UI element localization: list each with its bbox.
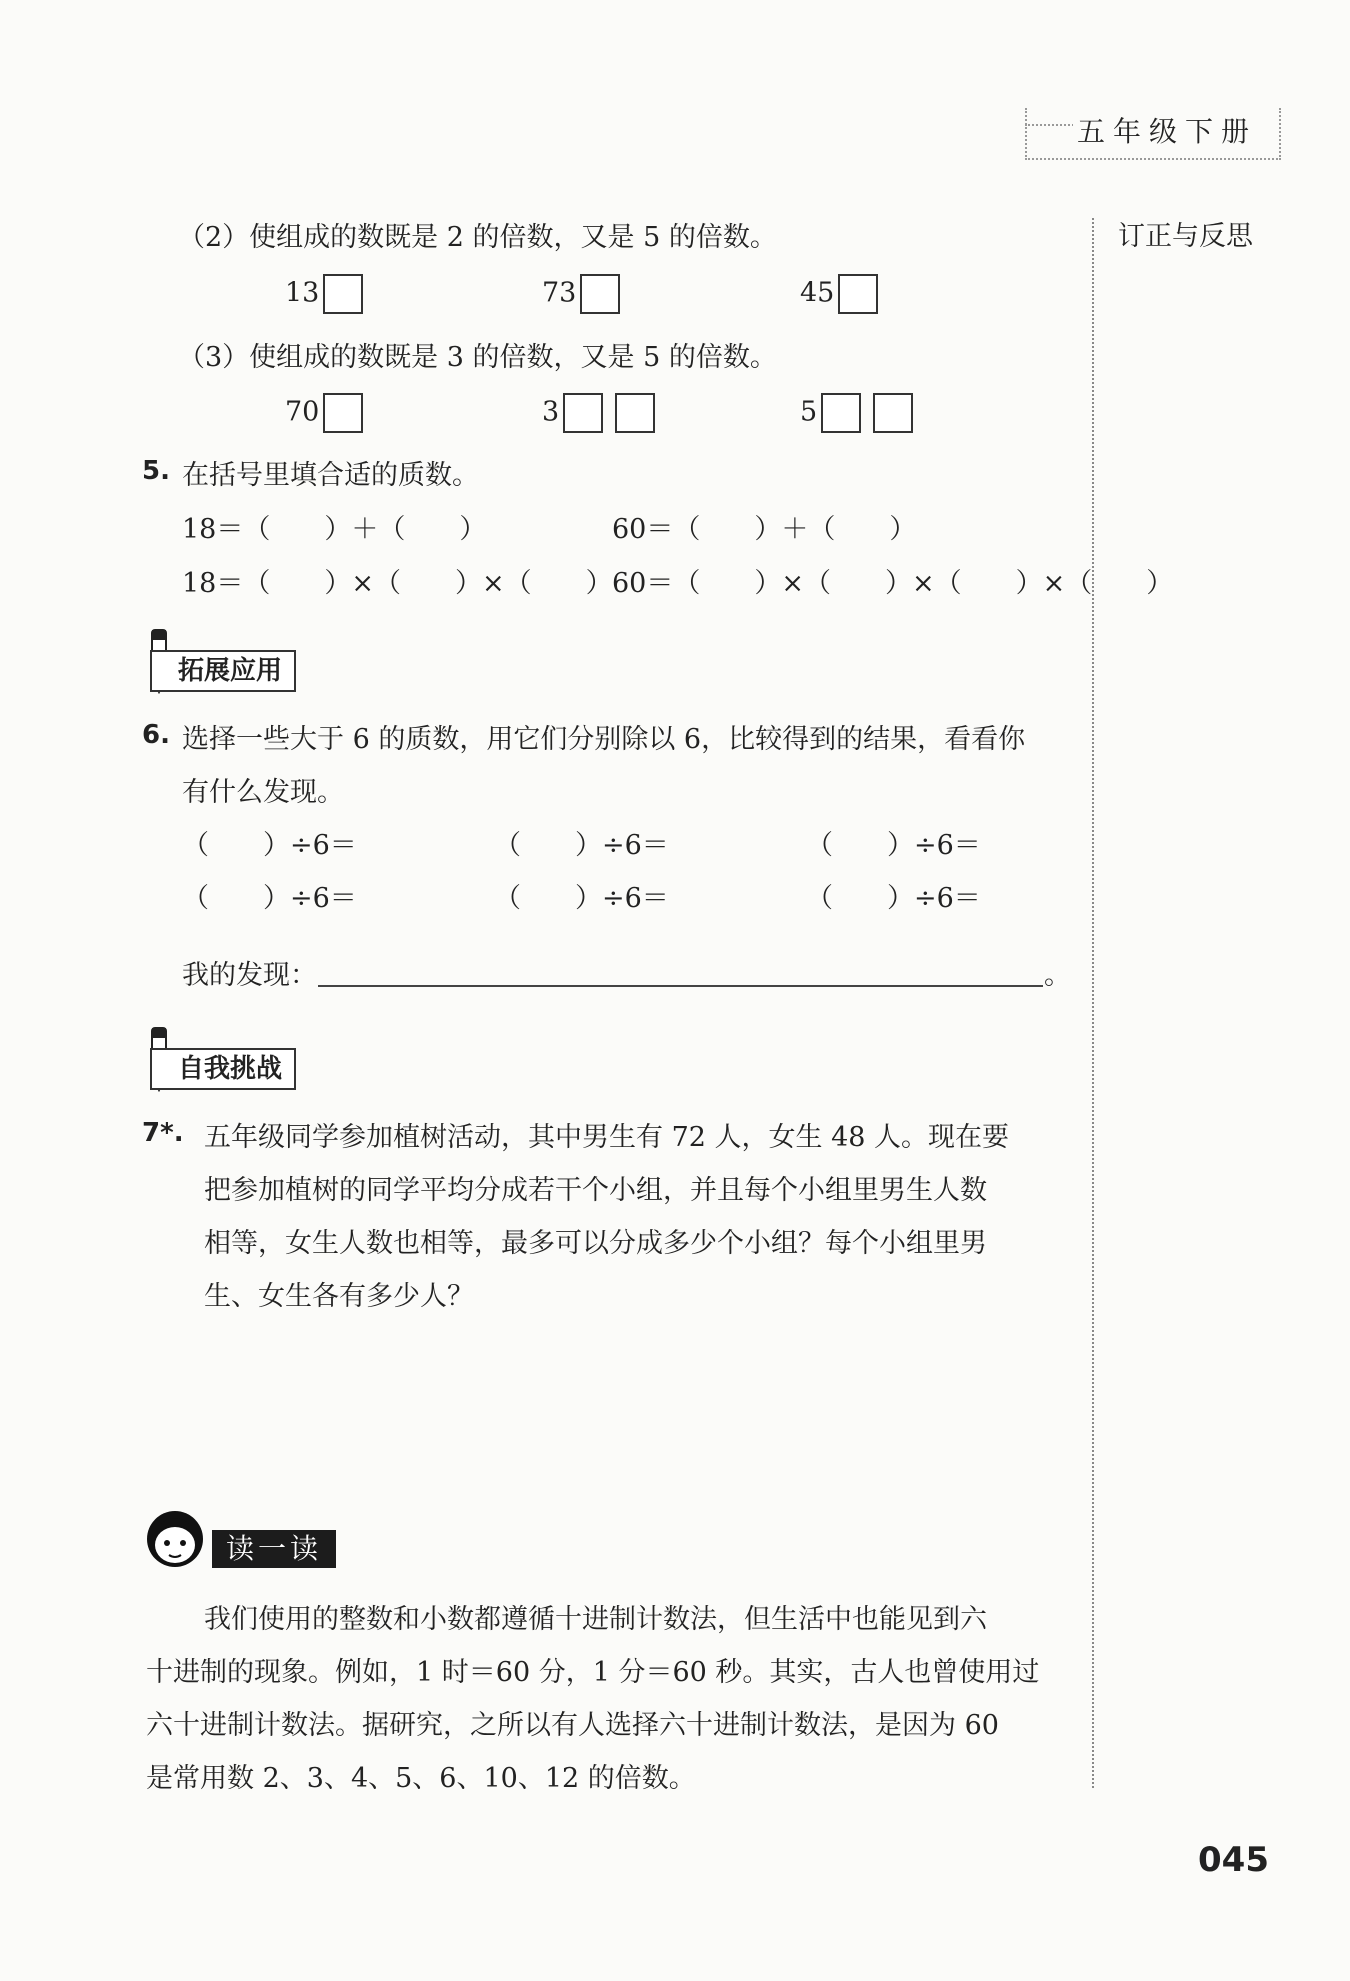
answer-box[interactable]: [323, 393, 363, 433]
q7-line-1: 五年级同学参加植树活动，其中男生有 72 人，女生 48 人。现在要: [204, 1122, 1010, 1153]
q6-expr[interactable]: （ ）÷6＝: [806, 883, 981, 914]
answer-box[interactable]: [563, 393, 603, 433]
girl-avatar-icon: [142, 1505, 208, 1571]
margin-divider: [1092, 218, 1094, 1788]
q7-line-3: 相等，女生人数也相等，最多可以分成多少个小组？每个小组里男: [204, 1228, 987, 1259]
q4-sub3-item-3: 5: [800, 393, 913, 433]
q4-sub3-text: （3）使组成的数既是 3 的倍数，又是 5 的倍数。: [178, 342, 777, 373]
q6-finding-answer-line[interactable]: [318, 985, 1043, 987]
sidebar-title: 订正与反思: [1118, 221, 1253, 252]
q6-expr[interactable]: （ ）÷6＝: [806, 830, 981, 861]
reading-badge: 读一读: [212, 1530, 336, 1568]
q4-sub2-item-2: 73: [542, 274, 620, 314]
q5-line-4[interactable]: 60＝（ ）×（ ）×（ ）×（ ）: [612, 568, 1174, 599]
reading-line-4: 是常用数 2、3、4、5、6、10、12 的倍数。: [146, 1763, 696, 1794]
q7-number: 7*.: [142, 1118, 184, 1148]
q4-sub2-item-3: 45: [800, 274, 878, 314]
q6-finding-end: 。: [1044, 960, 1071, 991]
q5-line-2[interactable]: 60＝（ ）＋（ ）: [612, 514, 917, 545]
q4-sub2-item-1: 13: [285, 274, 363, 314]
q4-sub3-item-1: 70: [285, 393, 363, 433]
answer-box[interactable]: [580, 274, 620, 314]
q6-finding-label: 我的发现：: [182, 960, 317, 991]
q6-expr[interactable]: （ ）÷6＝: [182, 883, 357, 914]
header-grade-box: [1025, 108, 1281, 160]
q5-line-3[interactable]: 18＝（ ）×（ ）×（ ）: [182, 568, 613, 599]
answer-box[interactable]: [323, 274, 363, 314]
answer-box[interactable]: [821, 393, 861, 433]
q7-line-4: 生、女生各有多少人？: [204, 1281, 474, 1312]
q6-number: 6.: [142, 720, 170, 750]
q6-line-2: 有什么发现。: [182, 777, 344, 808]
reading-line-1: 我们使用的整数和小数都遵循十进制计数法，但生活中也能见到六: [204, 1604, 987, 1635]
answer-box[interactable]: [838, 274, 878, 314]
q4-sub2-text: （2）使组成的数既是 2 的倍数，又是 5 的倍数。: [178, 222, 777, 253]
q4-sub3-item-2: 3: [542, 393, 655, 433]
reading-line-3: 六十进制计数法。据研究，之所以有人选择六十进制计数法，是因为 60: [146, 1710, 999, 1741]
answer-box[interactable]: [873, 393, 913, 433]
q6-expr[interactable]: （ ）÷6＝: [494, 830, 669, 861]
reading-line-2: 十进制的现象。例如，1 时＝60 分，1 分＝60 秒。其实，古人也曾使用过: [146, 1657, 1040, 1688]
answer-box[interactable]: [615, 393, 655, 433]
q5-line-1[interactable]: 18＝（ ）＋（ ）: [182, 514, 487, 545]
q5-text: 在括号里填合适的质数。: [182, 460, 479, 491]
grade-label: 五年级下册: [1073, 110, 1261, 150]
q5-number: 5.: [142, 456, 170, 486]
q7-line-2: 把参加植树的同学平均分成若干个小组，并且每个小组里男生人数: [204, 1175, 987, 1206]
q6-line-1: 选择一些大于 6 的质数，用它们分别除以 6，比较得到的结果，看看你: [182, 724, 1026, 755]
section-expand-badge: 拓展应用: [150, 650, 296, 692]
q6-expr[interactable]: （ ）÷6＝: [182, 830, 357, 861]
section-challenge-badge: 自我挑战: [150, 1048, 296, 1090]
page-number: 045: [1198, 1840, 1269, 1880]
q6-expr[interactable]: （ ）÷6＝: [494, 883, 669, 914]
